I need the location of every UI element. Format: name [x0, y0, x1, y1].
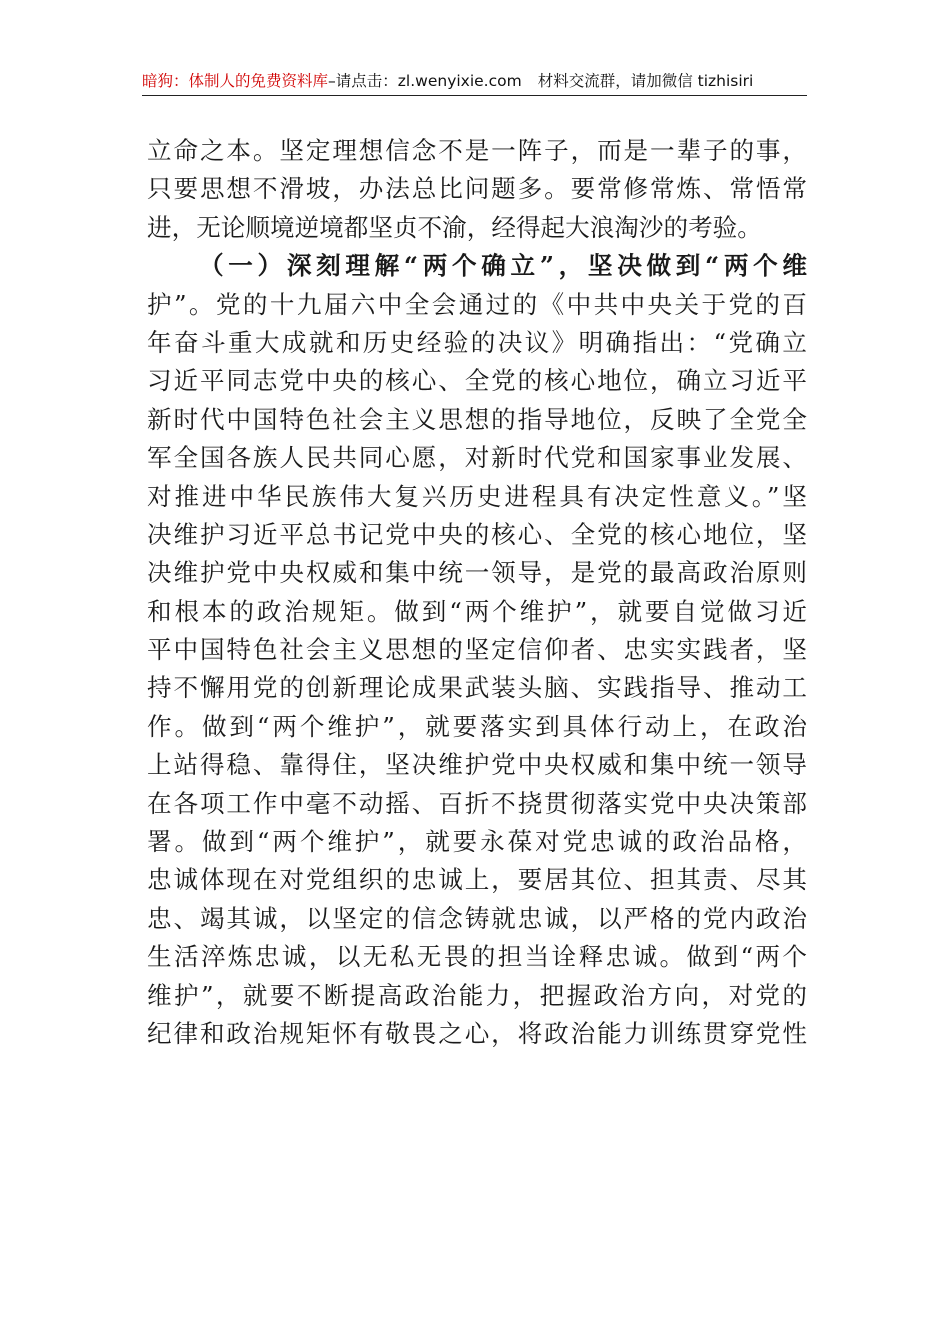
- header-contact: 材料交流群，请加微信 tizhisiri: [537, 72, 754, 90]
- text-line: 军全国各族人民共同心愿，对新时代党和国家事业发展、: [147, 443, 807, 473]
- text-line: 署。做到“两个维护”，就要永葆对党忠诚的政治品格，: [147, 827, 807, 857]
- text-line: 持不懈用党的创新理论成果武装头脑、实践指导、推动工: [147, 673, 807, 703]
- header-link-url[interactable]: zl.wenyixie.com: [397, 72, 522, 90]
- text-line: 决维护习近平总书记党中央的核心、全党的核心地位，坚: [147, 519, 807, 549]
- text-line: 忠诚体现在对党组织的忠诚上，要居其位、担其责、尽其: [147, 865, 807, 895]
- text-line: 进，无论顺境逆境都坚贞不渝，经得起大浪淘沙的考验。: [147, 212, 762, 242]
- text-line: 年奋斗重大成就和历史经验的决议》明确指出：“党确立: [147, 327, 807, 357]
- text-line: 平中国特色社会主义思想的坚定信仰者、忠实实践者，坚: [147, 635, 807, 665]
- text-line: 对推进中华民族伟大复兴历史进程具有决定性意义。”坚: [147, 481, 807, 511]
- text-line: 习近平同志党中央的核心、全党的核心地位，确立习近平: [147, 366, 807, 396]
- text-line: 纪律和政治规矩怀有敬畏之心，将政治能力训练贯穿党性: [147, 1018, 807, 1048]
- text-line: 在各项工作中毫不动摇、百折不挠贯彻落实党中央决策部: [147, 788, 807, 818]
- text-line: 新时代中国特色社会主义思想的指导地位，反映了全党全: [147, 404, 807, 434]
- text-line: 决维护党中央权威和集中统一领导，是党的最高政治原则: [147, 558, 807, 588]
- header-brand: 暗狗：体制人的免费资料库: [142, 72, 329, 90]
- text-line: 上站得稳、靠得住，坚决维护党中央权威和集中统一领导: [147, 750, 807, 780]
- text-line: 只要思想不滑坡，办法总比问题多。要常修常炼、常悟常: [147, 174, 807, 204]
- text-line: 忠、竭其诚，以坚定的信念铸就忠诚，以严格的党内政治: [147, 903, 807, 933]
- text-line: 立命之本。坚定理想信念不是一阵子，而是一辈子的事，: [147, 136, 807, 165]
- text-line: 生活淬炼忠诚，以无私无畏的担当诠释忠诚。做到“两个: [147, 942, 807, 972]
- text-line: 和根本的政治规矩。做到“两个维护”，就要自觉做习近: [147, 596, 807, 626]
- text-line: 作。做到“两个维护”，就要落实到具体行动上，在政治: [147, 711, 807, 741]
- header-link-prefix: –请点击：: [328, 72, 398, 90]
- page-header: [142, 66, 807, 96]
- section-heading-line: （一）深刻理解“两个确立”，坚决做到“两个维: [199, 251, 807, 281]
- text-line: 护”。党的十九届六中全会通过的《中共中央关于党的百: [147, 289, 807, 319]
- document-body: [147, 132, 807, 1053]
- text-line: 维护”，就要不断提高政治能力，把握政治方向，对党的: [147, 980, 807, 1010]
- header-divider: [142, 95, 807, 96]
